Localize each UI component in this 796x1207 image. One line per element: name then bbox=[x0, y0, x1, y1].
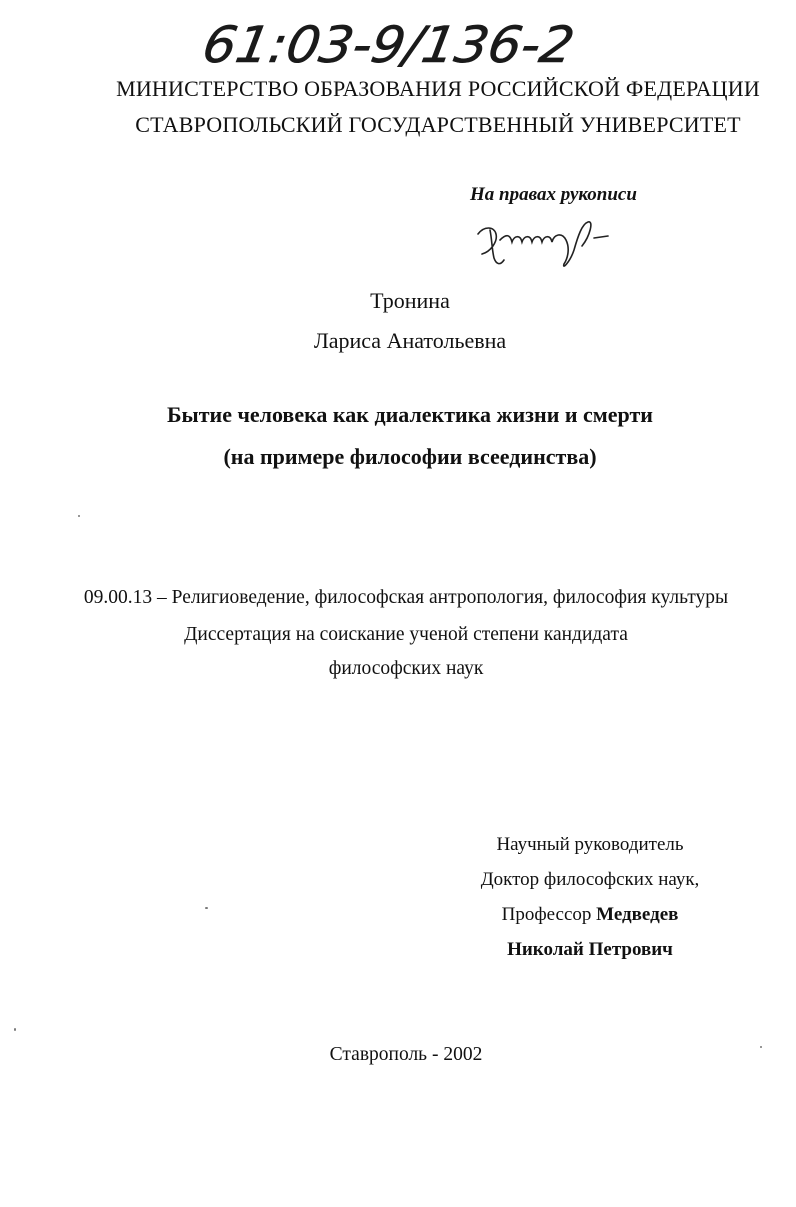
ministry-name: МИНИСТЕРСТВО ОБРАЗОВАНИЯ РОССИЙСКОЙ ФЕДЕРАЦИИ bbox=[116, 76, 760, 101]
scan-speck bbox=[78, 515, 80, 517]
degree-line2: философских наук bbox=[328, 658, 484, 679]
scan-speck bbox=[14, 1028, 16, 1031]
city-year: Ставрополь - 2002 bbox=[329, 1044, 483, 1065]
advisor-given-names: Николай Петрович bbox=[507, 939, 673, 960]
signature-graphic bbox=[470, 212, 640, 272]
thesis-title-line2: (на примере философии всеединства) bbox=[223, 444, 597, 469]
thesis-title-line1: Бытие человека как диалектика жизни и смерти bbox=[167, 402, 653, 427]
scan-speck bbox=[205, 907, 208, 909]
degree-line1: Диссертация на соискание ученой степени кандидата bbox=[184, 624, 628, 645]
specialty-code: 09.00.13 – Религиоведение, философская антропология, философия культуры bbox=[83, 587, 729, 608]
advisor-rank: Профессор bbox=[501, 904, 592, 925]
university-name: СТАВРОПОЛЬСКИЙ ГОСУДАРСТВЕННЫЙ УНИВЕРСИТЕТ bbox=[135, 112, 741, 137]
advisor-rank-surname bbox=[440, 904, 740, 926]
advisor-role: Научный руководитель bbox=[496, 834, 684, 855]
author-given-names: Лариса Анатольевна bbox=[313, 328, 507, 353]
author-surname: Тронина bbox=[370, 288, 450, 313]
advisor-surname: Медведев bbox=[596, 904, 679, 925]
handwritten-catalog-number bbox=[196, 8, 576, 78]
catalog-number-handwriting bbox=[196, 8, 576, 78]
advisor-degree: Доктор философских наук, bbox=[480, 869, 700, 890]
author-signature bbox=[470, 212, 640, 272]
manuscript-rights-note: На правах рукописи bbox=[470, 184, 637, 205]
scan-speck bbox=[760, 1046, 762, 1048]
catalog-number-text: 61:03-9/136-2 bbox=[198, 15, 565, 74]
